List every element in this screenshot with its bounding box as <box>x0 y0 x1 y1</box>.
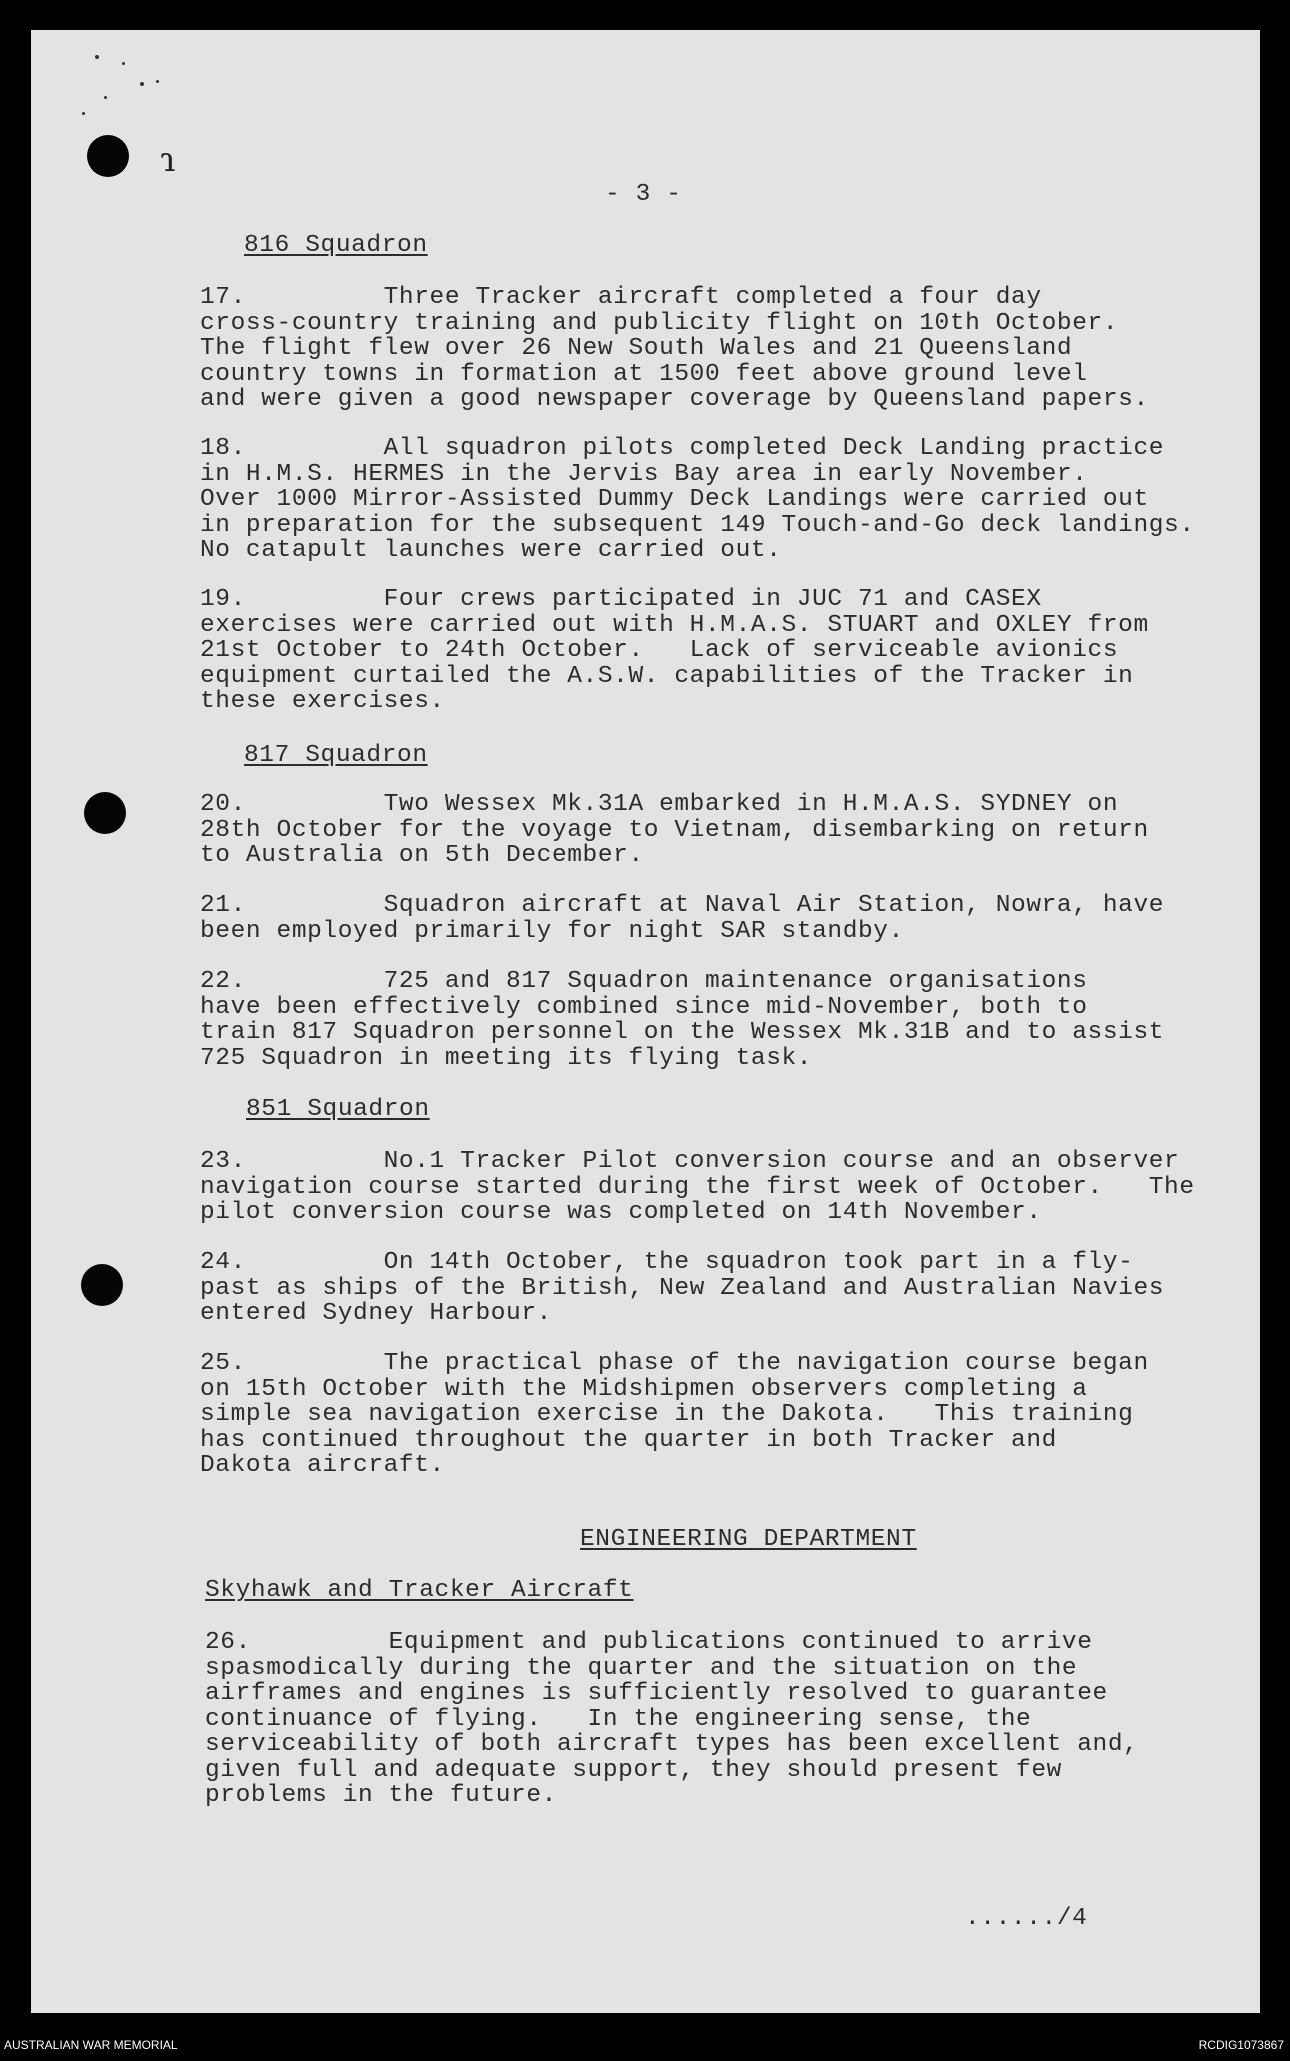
page-number: - 3 - <box>605 181 682 208</box>
paragraph-24: 24. On 14th October, the squadron took part in a fly- past as ships of the British, New Zealand and Australian Navies entered Sydney Harbour. <box>200 1249 1165 1327</box>
ink-speck <box>140 82 144 86</box>
paragraph-23: 23. No.1 Tracker Pilot conversion course and an observer navigation course started during the first week of October. The pilot conversion course was completed on 14th November. <box>200 1148 1195 1226</box>
paragraph-25: 25. The practical phase of the navigation course began on 15th October with the Midshipmen observers completing a simple sea navigation exercise in the Dakota. This training has continued throughout the quarter in both Tracker and Dakota aircraft. <box>200 1350 1149 1479</box>
ink-speck <box>122 62 125 65</box>
ink-speck <box>104 96 107 99</box>
paragraph-19: 19. Four crews participated in JUC 71 and CASEX exercises were carried out with H.M.A.S. STUART and OXLEY from 21st October to 24th October. Lack of serviceable avionics equipment curtailed the A.S.W. capabilities of the Tracker in these exercises. <box>200 586 1149 715</box>
heading-816-squadron: 816 Squadron <box>244 232 428 259</box>
ink-speck <box>95 55 99 59</box>
ink-speck <box>82 112 85 115</box>
archive-footer <box>0 2013 1290 2061</box>
paragraph-18: 18. All squadron pilots completed Deck Landing practice in H.M.S. HERMES in the Jervis Bay area in early November. Over 1000 Mirror-Assisted Dummy Deck Landings were carried out in preparation for the subsequent 149 Touch-and-Go deck landings. No catapult launches were carried out. <box>200 435 1195 564</box>
heading-engineering-department: ENGINEERING DEPARTMENT <box>580 1526 917 1553</box>
heading-817-squadron: 817 Squadron <box>244 742 428 769</box>
heading-851-squadron: 851 Squadron <box>246 1096 430 1123</box>
continuation-marker: ....../4 <box>965 1905 1088 1932</box>
paragraph-22: 22. 725 and 817 Squadron maintenance organisations have been effectively combined since mid-November, both to train 817 Squadron personnel on the Wessex Mk.31B and to assist 725 Squadron in meeting its flying task. <box>200 968 1165 1072</box>
punch-hole <box>87 135 129 177</box>
punch-hole <box>81 1264 123 1306</box>
paragraph-17: 17. Three Tracker aircraft completed a four day cross-country training and publicity flight on 10th October. The flight flew over 26 New South Wales and 21 Queensland country towns in formation at 1500 feet above ground level and were given a good newspaper coverage by Queensland papers. <box>200 284 1149 413</box>
ink-speck <box>156 80 159 83</box>
paragraph-26: 26. Equipment and publications continued to arrive spasmodically during the quarter and the situation on the airframes and engines is sufficiently resolved to guarantee continuance of flying. In the engineering sense, the serviceability of both aircraft types has been excellent and, given full and adequate support, they should present few problems in the future. <box>205 1629 1139 1809</box>
footer-source: AUSTRALIAN WAR MEMORIAL <box>4 2038 178 2052</box>
paragraph-20: 20. Two Wessex Mk.31A embarked in H.M.A.S. SYDNEY on 28th October for the voyage to Vietnam, disembarking on return to Australia on 5th December. <box>200 791 1149 869</box>
heading-skyhawk-tracker: Skyhawk and Tracker Aircraft <box>205 1577 634 1604</box>
punch-hole <box>84 792 126 834</box>
handwritten-mark: ɿ <box>160 140 176 180</box>
paragraph-21: 21. Squadron aircraft at Naval Air Station, Nowra, have been employed primarily for night SAR standby. <box>200 892 1165 945</box>
footer-record-id: RCDIG1073867 <box>1198 2038 1284 2052</box>
